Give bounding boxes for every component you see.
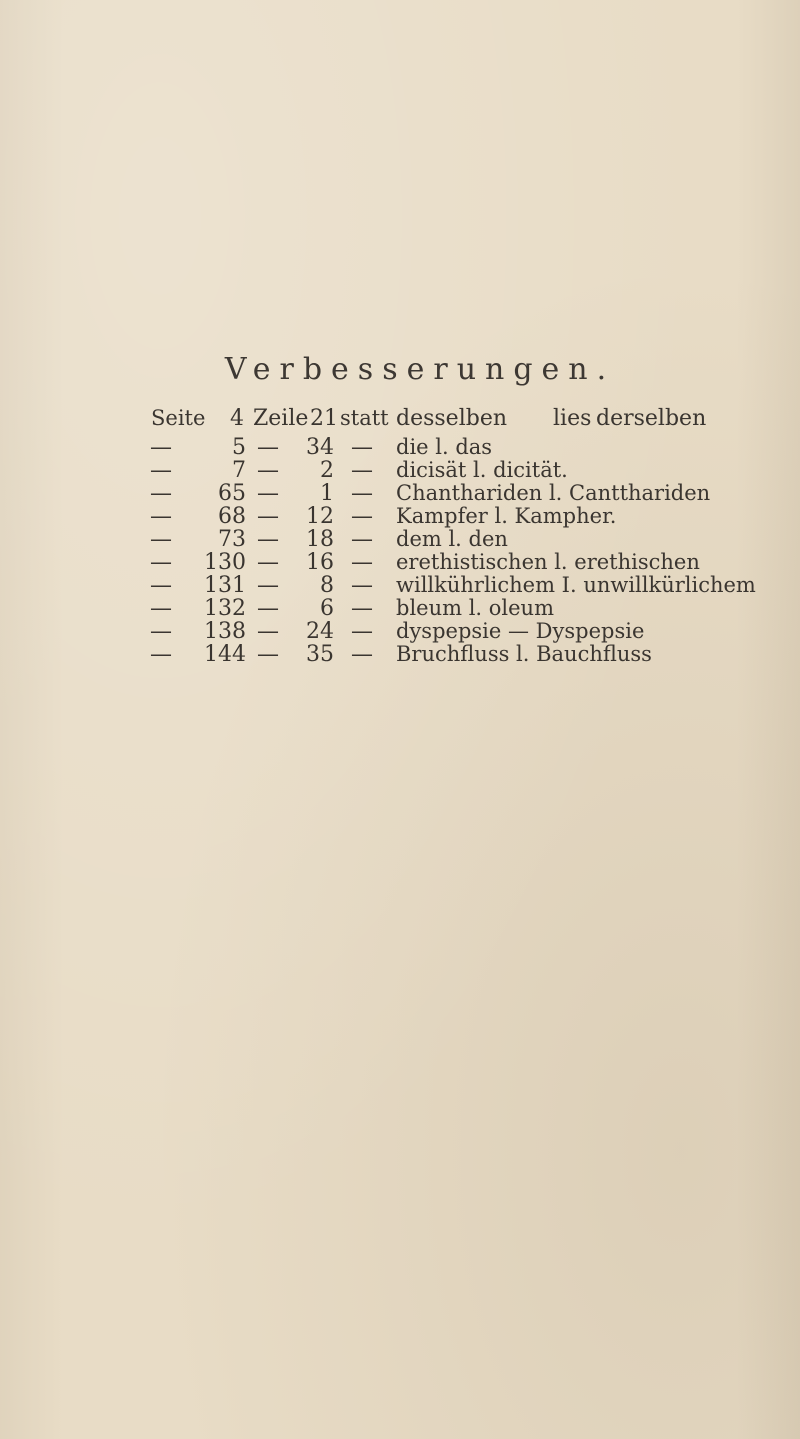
header-line-number: 21 — [310, 406, 338, 431]
correction-text: dyspepsie — Dyspepsie — [396, 619, 645, 643]
ditto-dash: — — [351, 619, 373, 644]
correction-text: Chanthariden l. Cantthariden — [396, 481, 711, 505]
ditto-dash: — — [150, 504, 172, 529]
errata-row — [0, 459, 800, 482]
ditto-dash: — — [257, 435, 279, 460]
page-number: 5 — [232, 435, 246, 460]
ditto-dash: — — [351, 596, 373, 621]
ditto-dash: — — [150, 435, 172, 460]
ditto-dash: — — [150, 596, 172, 621]
ditto-dash: — — [257, 527, 279, 552]
header-wrong-word: desselben — [396, 406, 508, 431]
correction-text: dem l. den — [396, 527, 508, 551]
line-number: 2 — [320, 458, 334, 483]
ditto-dash: — — [257, 619, 279, 644]
errata-row — [0, 643, 800, 666]
correction-text: erethistischen l. erethischen — [396, 550, 700, 574]
ditto-dash: — — [257, 458, 279, 483]
ditto-dash: — — [150, 573, 172, 598]
errata-list — [0, 436, 800, 666]
ditto-dash: — — [257, 550, 279, 575]
ditto-dash: — — [257, 596, 279, 621]
ditto-dash: — — [150, 458, 172, 483]
ditto-dash: — — [150, 619, 172, 644]
line-number: 12 — [306, 504, 334, 529]
errata-row — [0, 574, 800, 597]
ditto-dash: — — [150, 642, 172, 667]
correction-text: Kampfer l. Kampher. — [396, 504, 617, 528]
errata-row — [0, 482, 800, 505]
line-number: 6 — [320, 596, 334, 621]
header-seite-label: Seite — [151, 406, 206, 430]
page-number: 65 — [218, 481, 246, 506]
line-number: 1 — [320, 481, 334, 506]
line-number: 8 — [320, 573, 334, 598]
ditto-dash: — — [257, 504, 279, 529]
page-number: 131 — [204, 573, 246, 598]
line-number: 16 — [306, 550, 334, 575]
page-number: 138 — [204, 619, 246, 644]
header-statt-label: statt — [340, 406, 389, 430]
errata-row — [0, 620, 800, 643]
ditto-dash: — — [351, 550, 373, 575]
page-number: 7 — [232, 458, 246, 483]
line-number: 24 — [306, 619, 334, 644]
correction-text: willkührlichem I. unwillkürlichem — [396, 573, 756, 597]
ditto-dash: — — [351, 642, 373, 667]
correction-text: die l. das — [396, 435, 493, 459]
header-page-number: 4 — [230, 406, 244, 431]
ditto-dash: — — [351, 573, 373, 598]
page-number: 132 — [204, 596, 246, 621]
ditto-dash: — — [351, 481, 373, 506]
header-correct-word: derselben — [596, 406, 707, 431]
page-title: Verbesserungen. — [224, 352, 616, 387]
line-number: 34 — [306, 435, 334, 460]
ditto-dash: — — [351, 458, 373, 483]
errata-row — [0, 597, 800, 620]
ditto-dash: — — [257, 642, 279, 667]
errata-row — [0, 551, 800, 574]
page-number: 68 — [218, 504, 246, 529]
ditto-dash: — — [150, 481, 172, 506]
ditto-dash: — — [351, 504, 373, 529]
page-number: 73 — [218, 527, 246, 552]
header-lies-label: lies — [553, 406, 592, 431]
correction-text: bleum l. oleum — [396, 596, 554, 620]
correction-text: Bruchfluss l. Bauchfluss — [396, 642, 652, 666]
ditto-dash: — — [150, 527, 172, 552]
header-zeile-label: Zeile — [253, 406, 309, 431]
ditto-dash: — — [351, 527, 373, 552]
ditto-dash: — — [150, 550, 172, 575]
errata-row — [0, 528, 800, 551]
errata-row — [0, 505, 800, 528]
line-number: 35 — [306, 642, 334, 667]
page-number: 144 — [204, 642, 246, 667]
ditto-dash: — — [257, 481, 279, 506]
correction-text: dicisät l. dicität. — [396, 458, 568, 482]
errata-row — [0, 436, 800, 459]
ditto-dash: — — [257, 573, 279, 598]
ditto-dash: — — [351, 435, 373, 460]
page-number: 130 — [204, 550, 246, 575]
line-number: 18 — [306, 527, 334, 552]
